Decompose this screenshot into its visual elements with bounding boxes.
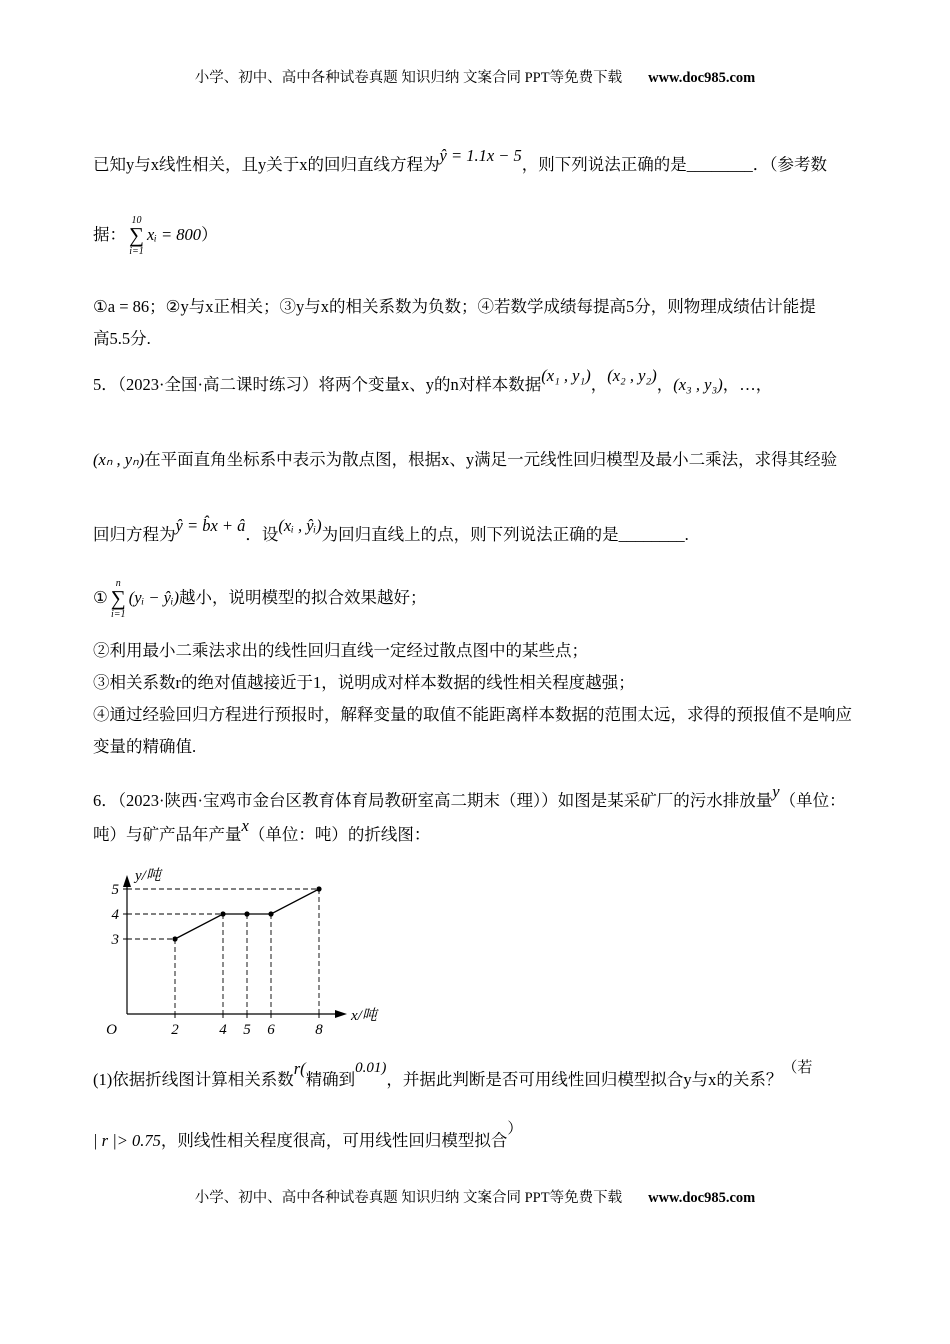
q5-line3-pre: 回归方程为 [93,524,176,544]
q5-pair2: (x₂ , y₂) [607,365,657,385]
q6-intro-line2 [93,815,873,850]
sum2-lower-limit: i=1 [111,608,126,620]
q6-part1-line [93,1058,873,1096]
q6-part1-r: r( [293,1058,306,1078]
page-footer [0,1186,950,1207]
q6-cond-text: ，则线性相关程度很高，可用线性回归模型拟合 [160,1130,508,1150]
sum-upper-limit: 10 [131,215,142,226]
q5-item2: ②利用最小二乘法求出的线性回归直线一定经过散点图中的某些点； [93,640,588,660]
q6-part1-mid: 精确到 [305,1069,356,1089]
q4-refdata-line [93,215,873,257]
q4-line1-post: ，则下列说法正确的是________．（参考数 [521,155,828,174]
q6-cond-close: ） [507,1120,523,1137]
q5-line3-mid: ．设 [245,524,279,544]
svg-text:5: 5 [111,881,119,898]
summation-symbol [129,215,144,257]
q4-options-line1: ①a = 86；②y与x正相关；③y与x的相关系数为负数；④若数学成绩每提高5分，则物理成绩估计能提 [93,296,816,316]
q5-comma2: ， [656,374,674,394]
q5-item4-line1: ④通过经验回归方程进行预报时，解释变量的取值不能距离样本数据的范围太远，求得的预报值不是响应 [93,704,852,724]
sum-lower-limit: i=1 [129,245,144,257]
q5-pair-n: (xₙ , yₙ) [93,449,145,469]
footer-link[interactable]: www.doc985.com [648,1190,756,1206]
polyline-chart [87,862,417,1047]
q6-part1-if: （若 [782,1059,813,1076]
q5-comma1: ， [590,374,608,394]
svg-text:5: 5 [243,1021,251,1038]
svg-text:2: 2 [171,1021,179,1038]
svg-text:4: 4 [219,1021,227,1038]
q6-intro-post: （单位： [779,790,846,810]
svg-text:O: O [106,1021,117,1038]
header-text: 小学、初中、高中各种试卷真题 知识归纳 文案合同 PPT等免费下载 [194,70,623,86]
header-link[interactable]: www.doc985.com [648,70,756,86]
svg-text:4: 4 [111,906,119,923]
svg-text:8: 8 [315,1021,323,1038]
page-header [0,66,950,87]
q4-options-line2: 高5.5分. [93,328,151,348]
svg-text:x/吨: x/吨 [351,1007,377,1024]
q5-ellipsis: ，…， [722,374,773,394]
q6-line2-pre: 吨）与矿产品年产量 [93,824,242,844]
q5-item1-text: 越小，说明模型的拟合效果越好； [179,587,427,607]
q5-pair-i: (xᵢ , ŷᵢ) [278,515,322,535]
q6-part1-pre: (1)依据折线图计算相关系数 [93,1069,294,1089]
q5-intro-text: 5．（2023·全国·高二课时练习）将两个变量x、y的n对样本数据 [93,374,542,394]
q4-sum-body: xᵢ = 800 [146,224,202,244]
q5-item1-body: (yᵢ − ŷᵢ) [128,587,180,607]
q5-intro-line2 [93,445,873,475]
sum2-upper-limit: n [115,577,121,589]
q5-pair1: (x₁ , y₁) [541,365,591,385]
footer-text: 小学、初中、高中各种试卷真题 知识归纳 文案合同 PPT等免费下载 [194,1190,623,1206]
q6-intro-text: 6．（2023·陕西·宝鸡市金台区教育体育局教研室高二期末（理））如图是某采矿厂的污水排放量 [93,790,773,810]
q4-line1 [93,146,873,180]
q4-regression-formula: ŷ = 1.1x − 5 [439,146,522,165]
document-body [93,140,873,1157]
sigma-icon-2: ∑ [110,585,126,610]
sigma-icon: ∑ [129,223,144,247]
q6-var-y: y [772,781,780,801]
q5-item4-line2: 变量的精确值. [93,736,197,756]
q5-intro-line3 [93,515,873,550]
q6-part1-post: ，并据此判断是否可用线性回归模型拟合y与x的关系？ [386,1069,783,1089]
chart-figure [87,862,873,1047]
q5-line3-post: 为回归直线上的点，则下列说法正确的是________. [321,524,689,544]
q5-pair3: (x₃ , y₃) [673,374,723,394]
q4-refdata-close: ） [201,224,218,244]
q4-refdata-pre: 据： [93,224,126,244]
svg-text:6: 6 [267,1021,275,1038]
summation-symbol-2 [111,578,126,620]
q6-cond-line [93,1120,873,1157]
q5-item3: ③相关系数r的绝对值越接近于1，说明成对样本数据的线性相关程度越强； [93,672,635,692]
q6-intro-line1 [93,781,873,816]
q6-var-x: x [241,815,249,835]
q6-line2-post: （单位：吨）的折线图： [248,824,431,844]
svg-text:3: 3 [111,931,119,948]
q6-cond-formula: | r |> 0.75 [93,1130,161,1150]
q5-item1-marker: ① [93,587,108,607]
q4-line1-text: 已知y与x线性相关，且y关于x的回归直线方程为 [93,155,440,174]
q5-regression-eq: ŷ = b̂x + â [175,515,246,535]
svg-text:y/吨: y/吨 [135,867,161,884]
q5-item1 [93,578,873,620]
q5-intro-line1 [93,365,873,400]
q5-line2-text: 在平面直角坐标系中表示为散点图，根据x、y满足一元线性回归模型及最小二乘法，求得其经验 [144,449,838,469]
q6-part1-precision: 0.01) [355,1059,387,1076]
